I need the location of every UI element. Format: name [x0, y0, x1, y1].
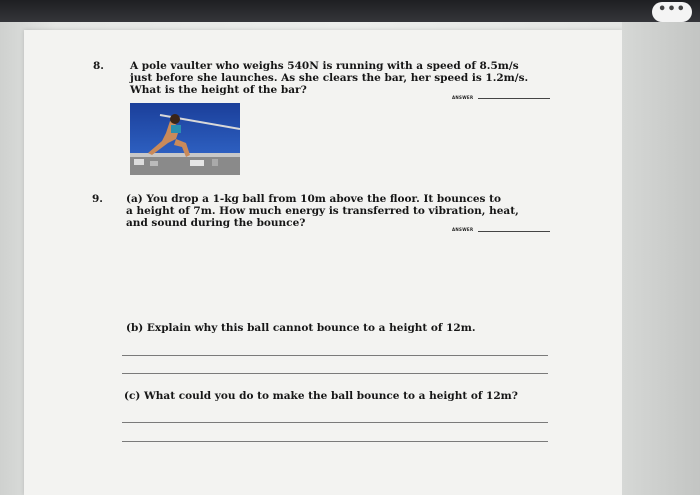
question-9a-line-3: and sound during the bounce? — [126, 217, 306, 229]
question-9a-answer-line[interactable] — [478, 231, 550, 232]
question-9a-line-2: a height of 7m. How much energy is transferred to vibration, heat, — [126, 205, 519, 217]
question-8-line-1: A pole vaulter who weighs 540N is running with a speed of 8.5m/s — [130, 60, 519, 72]
question-9-number: 9. — [92, 193, 103, 205]
top-bar — [0, 0, 700, 22]
question-9a-line-1: (a) You drop a 1-kg ball from 10m above the floor. It bounces to — [126, 193, 501, 205]
question-8-line-2: just before she launches. As she clears the bar, her speed is 1.2m/s. — [130, 72, 529, 84]
question-9c-text: (c) What could you do to make the ball bounce to a height of 12m? — [124, 390, 518, 402]
question-9c-writing-line-2[interactable] — [122, 441, 548, 442]
page-edge — [622, 22, 700, 495]
question-9b-text: (b) Explain why this ball cannot bounce to a height of 12m. — [126, 322, 476, 334]
question-8-line-3: What is the height of the bar? — [130, 84, 307, 96]
question-9b-writing-line-2[interactable] — [122, 373, 548, 374]
question-9b-writing-line-1[interactable] — [122, 355, 548, 356]
question-9a-answer-label: ANSWER — [452, 227, 474, 232]
question-9c-writing-line-1[interactable] — [122, 422, 548, 423]
question-8-number: 8. — [93, 60, 104, 72]
pole-vaulter-photo — [130, 103, 240, 175]
worksheet-page — [24, 30, 622, 495]
screen-background — [0, 22, 700, 495]
question-8-answer-label: ANSWER — [452, 95, 474, 100]
question-8-answer-line[interactable] — [478, 98, 550, 99]
more-options-icon[interactable]: ••• — [652, 2, 692, 22]
